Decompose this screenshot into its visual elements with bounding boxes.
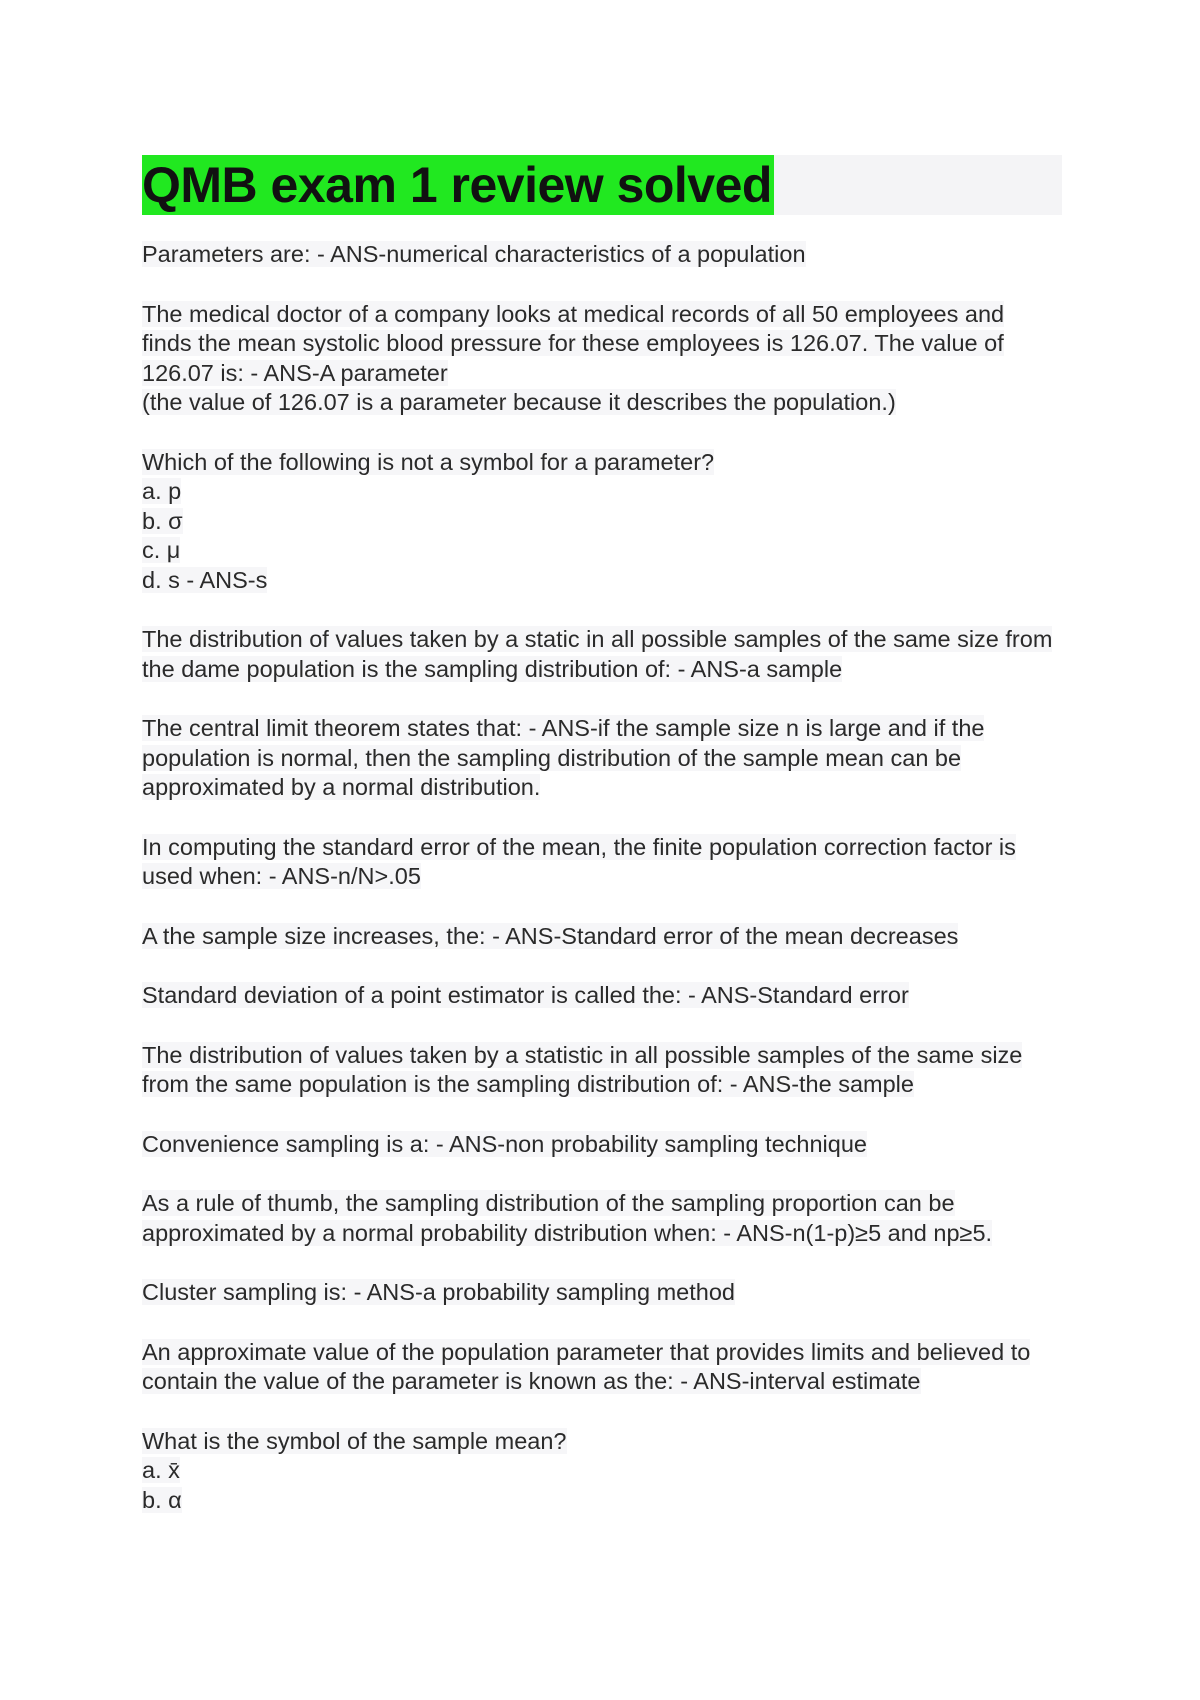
option-line: a. x̄ — [142, 1457, 180, 1483]
text-line: In computing the standard error of the mean, the finite population correction factor is — [142, 833, 1016, 860]
qa-block-10 — [142, 1130, 1072, 1160]
text-line: A the sample size increases, the: - ANS-Standard error of the mean decreases — [142, 922, 959, 949]
text-line: approximated by a normal distribution. — [142, 774, 541, 800]
qa-block-13 — [142, 1338, 1072, 1397]
text-line: The distribution of values taken by a static in all possible samples of the same size from — [142, 626, 1053, 652]
qa-block-1 — [142, 240, 1072, 270]
qa-block-11 — [142, 1189, 1072, 1248]
text-line: from the same population is the sampling distribution of: - ANS-the sample — [142, 1071, 914, 1097]
option-line: c. μ — [142, 537, 181, 563]
text-line: The central limit theorem states that: - ANS-if the sample size n is large and if the — [142, 715, 985, 741]
text-line: The distribution of values taken by a statistic in all possible samples of the same size — [142, 1041, 1023, 1068]
text-line: approximated by a normal probability distribution when: - ANS-n(1-p)≥5 and np≥5. — [142, 1219, 993, 1246]
text-line: Parameters are: - ANS-numerical characteristics of a population — [142, 241, 806, 267]
qa-block-7 — [142, 922, 1072, 952]
qa-block-3 — [142, 448, 1072, 596]
qa-block-2 — [142, 300, 1072, 418]
text-line: Cluster sampling is: - ANS-a probability sampling method — [142, 1279, 735, 1305]
qa-block-6 — [142, 833, 1072, 892]
qa-block-8 — [142, 981, 1072, 1011]
text-line: (the value of 126.07 is a parameter because it describes the population.) — [142, 389, 896, 415]
qa-block-12 — [142, 1278, 1072, 1308]
document-title: QMB exam 1 review solved — [142, 157, 772, 213]
text-line: What is the symbol of the sample mean? — [142, 1427, 567, 1454]
text-line: population is normal, then the sampling distribution of the sample mean can be — [142, 744, 962, 771]
option-line: b. α — [142, 1486, 182, 1513]
text-line: An approximate value of the population parameter that provides limits and believed to — [142, 1338, 1031, 1365]
text-line: Convenience sampling is a: - ANS-non probability sampling technique — [142, 1130, 867, 1157]
text-line: finds the mean systolic blood pressure for these employees is 126.07. The value of — [142, 330, 1004, 356]
text-line: 126.07 is: - ANS-A parameter — [142, 359, 448, 386]
text-line: the dame population is the sampling distribution of: - ANS-a sample — [142, 655, 843, 682]
option-line: b. σ — [142, 507, 183, 534]
document-body — [142, 240, 1072, 1545]
text-line: used when: - ANS-n/N>.05 — [142, 863, 421, 889]
option-line: a. p — [142, 478, 182, 504]
text-line: Which of the following is not a symbol for a parameter? — [142, 448, 715, 475]
text-line: The medical doctor of a company looks at medical records of all 50 employees and — [142, 300, 1005, 327]
qa-block-5 — [142, 714, 1072, 803]
text-line: Standard deviation of a point estimator is called the: - ANS-Standard error — [142, 982, 909, 1008]
qa-block-9 — [142, 1041, 1072, 1100]
qa-block-14 — [142, 1427, 1072, 1516]
text-line: contain the value of the parameter is known as the: - ANS-interval estimate — [142, 1368, 921, 1394]
text-line: As a rule of thumb, the sampling distribution of the sampling proportion can be — [142, 1190, 955, 1216]
title-row — [142, 155, 1062, 215]
option-line: d. s - ANS-s — [142, 566, 268, 593]
qa-block-4 — [142, 625, 1072, 684]
